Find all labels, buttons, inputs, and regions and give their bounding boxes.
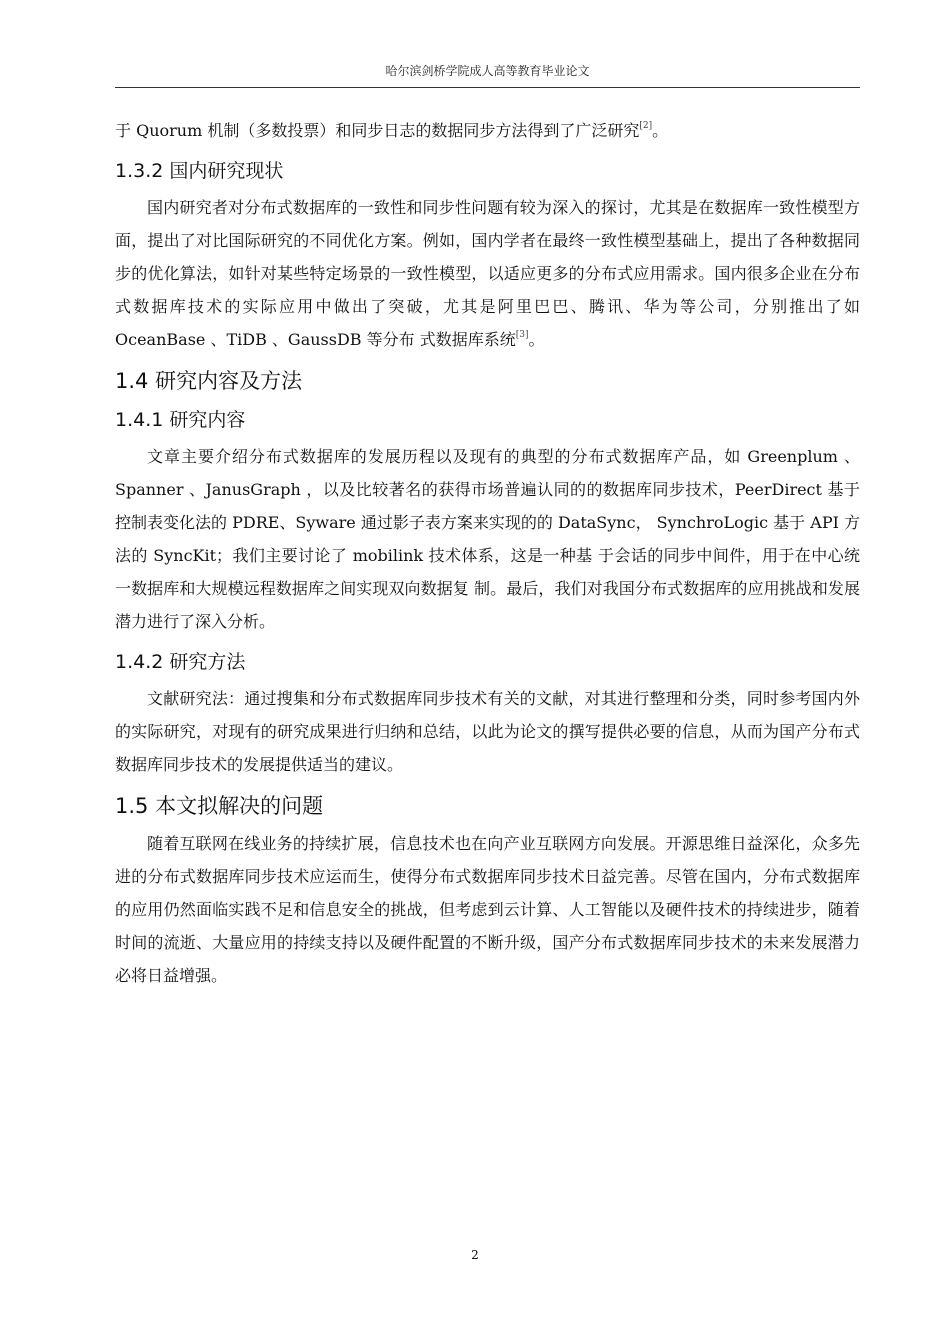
paragraph-continued: [115, 114, 860, 147]
header-rule: [115, 87, 860, 88]
page-content: [115, 114, 860, 992]
section-heading-1-3-2: 1.3.2 国内研究现状: [115, 160, 284, 182]
paragraph-problems: 随着互联网在线业务的持续扩展，信息技术也在向产业互联网方向发展。开源思维日益深化，众多先进的分布式数据库同步技术应运而生，使得分布式数据库同步技术日益完善。尽管在国内，分布式数据库的应用仍然面临实践不足和信息安全的挑战，但考虑到云计算、人工智能以及硬件技术的持续进步，随着时间的流逝、大量应用的持续支持以及硬件配置的不断升级，国产分布式数据库同步技术的未来发展潜力必将日益增强。: [115, 834, 860, 985]
paragraph-text: 于 Quorum 机制（多数投票）和同步日志的数据同步方法得到了广泛研究: [115, 121, 640, 140]
running-header: 哈尔滨剑桥学院成人高等教育毕业论文: [385, 64, 590, 78]
section-heading-1-4-1: 1.4.1 研究内容: [115, 409, 246, 431]
citation-marker: [3]: [515, 330, 529, 340]
page-number: 2: [471, 1248, 479, 1262]
paragraph-text: 国内研究者对分布式数据库的一致性和同步性问题有较为深入的探讨，尤其是在数据库一致性模型方面，提出了对比国际研究的不同优化方案。例如，国内学者在最终一致性模型基础上，提出了各种数据同步的优化算法，如针对某些特定场景的一致性模型，以适应更多的分布式应用需求。国内很多企业在分布式数据库技术的实际应用中做出了突破，尤其是阿里巴巴、腾讯、华为等公司，分别推出了如 OceanBase 、TiDB 、GaussDB 等分布 式数据库系统: [115, 198, 860, 349]
paragraph-end: 。: [528, 330, 545, 349]
section-heading-1-5: 1.5 本文拟解决的问题: [115, 794, 324, 818]
paragraph-research-content: 文章主要介绍分布式数据库的发展历程以及现有的典型的分布式数据库产品，如 Greenplum 、Spanner 、JanusGraph ，以及比较著名的获得市场普遍认同的的数据库同步技术，PeerDirect 基于控制表变化法的 PDRE、Syware 通过影子表方案来实现的的 DataSync， SynchroLogic 基于 API 方法的 SyncKit；我们主要讨论了 mobilink 技术体系，这是一种基 于会话的同步中间件，用于在中心统一数据库和大规模远程数据库之间实现双向数据复 制。最后，我们对我国分布式数据库的应用挑战和发展潜力进行了深入分析。: [115, 447, 860, 631]
paragraph-domestic-research: [115, 191, 860, 356]
section-heading-1-4: 1.4 研究内容及方法: [115, 369, 303, 393]
citation-marker: [2]: [639, 121, 653, 131]
section-heading-1-4-2: 1.4.2 研究方法: [115, 651, 246, 673]
paragraph-end: 。: [652, 121, 669, 140]
paragraph-research-method: 文献研究法：通过搜集和分布式数据库同步技术有关的文献，对其进行整理和分类，同时参考国内外的实际研究，对现有的研究成果进行归纳和总结，以此为论文的撰写提供必要的信息，从而为国产分布式数据库同步技术的发展提供适当的建议。: [115, 689, 860, 774]
